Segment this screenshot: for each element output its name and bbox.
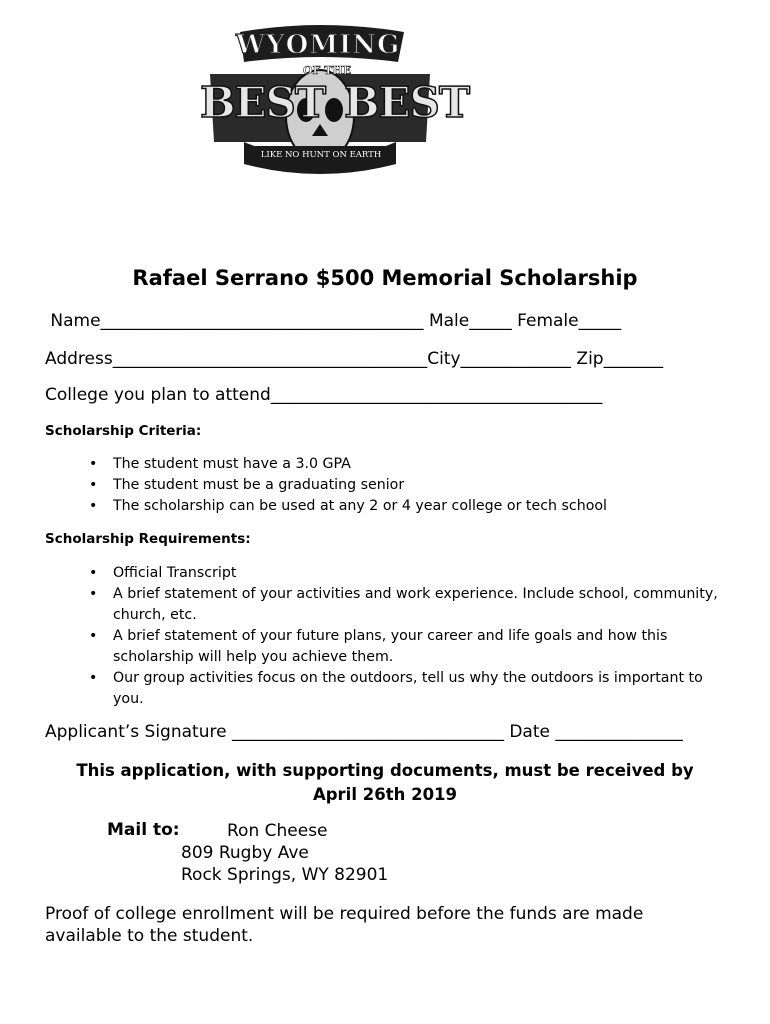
requirements-list bbox=[85, 563, 730, 710]
mail-recipient-name: Ron Cheese bbox=[227, 821, 328, 841]
list-item: • A brief statement of your activities and work experience. Include school, community, church, etc. bbox=[89, 586, 718, 623]
list-item-text: The student must have a 3.0 GPA bbox=[113, 456, 351, 472]
organization-logo bbox=[200, 24, 470, 184]
logo-middle-text: OF THE bbox=[302, 64, 352, 77]
list-item: • The scholarship can be used at any 2 or 4 year college or tech school bbox=[89, 498, 607, 514]
enrollment-proof-note: Proof of college enrollment will be required before the funds are made available to the student. bbox=[45, 904, 644, 946]
deadline-date: April 26th 2019 bbox=[312, 785, 458, 804]
mail-to-label: Mail to: bbox=[107, 820, 180, 840]
list-item-text: Our group activities focus on the outdoors, tell us why the outdoors is important to you. bbox=[113, 670, 703, 707]
list-item: • Official Transcript bbox=[89, 565, 237, 581]
mail-street: 809 Rugby Ave bbox=[181, 843, 309, 863]
page-title: Rafael Serrano $500 Memorial Scholarship bbox=[132, 266, 638, 290]
list-item-text: Official Transcript bbox=[113, 565, 237, 581]
list-item-text: A brief statement of your activities and work experience. Include school, community, church, etc. bbox=[113, 586, 718, 623]
address-city-zip-field-line[interactable]: Address_____________________________________City_____________ Zip_______ bbox=[45, 349, 664, 369]
logo-left-text: BEST bbox=[200, 78, 326, 127]
logo-right-text: BEST bbox=[344, 78, 470, 127]
logo-banner: LIKE NO HUNT ON EARTH bbox=[246, 146, 396, 164]
criteria-list bbox=[85, 454, 730, 517]
logo-top-text: WYOMING bbox=[235, 30, 401, 60]
list-item: • The student must be a graduating senior bbox=[89, 477, 405, 493]
list-item-text: A brief statement of your future plans, your career and life goals and how this scholarship will help you achieve them. bbox=[113, 628, 668, 665]
deadline-notice: This application, with supporting documents, must be received by bbox=[76, 761, 694, 780]
requirements-heading: Scholarship Requirements: bbox=[45, 531, 251, 547]
list-item: • A brief statement of your future plans, your career and life goals and how this scholarship will help you achieve them. bbox=[89, 628, 668, 665]
list-item-text: The scholarship can be used at any 2 or 4 year college or tech school bbox=[113, 498, 607, 514]
list-item: • The student must have a 3.0 GPA bbox=[89, 456, 351, 472]
name-gender-field-line[interactable]: Name______________________________________ Male_____ Female_____ bbox=[45, 311, 622, 331]
criteria-heading: Scholarship Criteria: bbox=[45, 423, 202, 439]
list-item: • Our group activities focus on the outdoors, tell us why the outdoors is important to you. bbox=[89, 670, 703, 707]
signature-date-line[interactable]: Applicant’s Signature ________________________________ Date _______________ bbox=[45, 722, 683, 742]
college-field-line[interactable]: College you plan to attend_______________________________________ bbox=[45, 385, 603, 405]
mail-city: Rock Springs, WY 82901 bbox=[181, 865, 389, 885]
list-item-text: The student must be a graduating senior bbox=[113, 477, 405, 493]
